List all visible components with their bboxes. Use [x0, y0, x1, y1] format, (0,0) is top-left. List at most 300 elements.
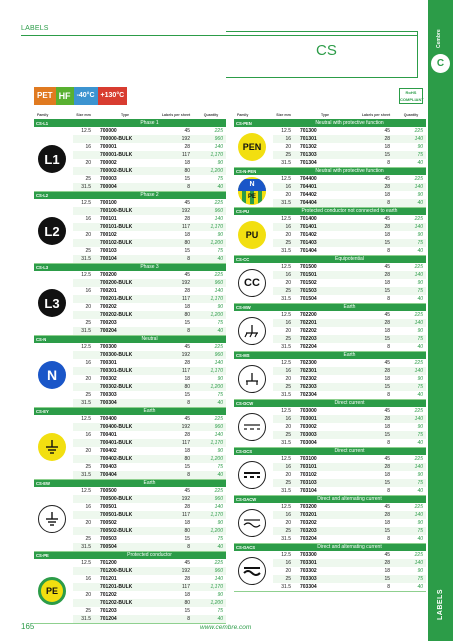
- per-sheet-cell: 15: [384, 384, 390, 390]
- type-cell: 700201: [100, 288, 117, 294]
- size-cell: 25: [85, 536, 91, 542]
- per-sheet-cell: 45: [184, 560, 190, 566]
- per-sheet-cell: 28: [384, 560, 390, 566]
- table-row: [273, 215, 426, 223]
- size-cell: 20: [85, 304, 91, 310]
- quantity-cell: 75: [217, 248, 223, 254]
- earth-yellow-icon: [38, 433, 66, 461]
- per-sheet-cell: 15: [384, 240, 390, 246]
- rohs-subtitle: COMPLIANT: [400, 97, 424, 102]
- per-sheet-cell: 45: [384, 176, 390, 182]
- type-cell: 703202: [300, 520, 317, 526]
- table-row: [73, 175, 226, 183]
- table-row: [273, 367, 426, 375]
- neutral-icon: [38, 361, 66, 389]
- product-group: [234, 448, 426, 496]
- quantity-cell: 40: [417, 200, 423, 206]
- quantity-cell: 1,200: [210, 456, 223, 462]
- type-cell: 700302-BULK: [100, 384, 133, 390]
- per-sheet-cell: 117: [182, 440, 190, 446]
- icon-label: L1: [44, 151, 60, 167]
- table-row: [73, 143, 226, 151]
- per-sheet-cell: 8: [187, 544, 190, 550]
- quantity-cell: 40: [217, 184, 223, 190]
- quantity-cell: 225: [414, 312, 423, 318]
- per-sheet-cell: 45: [184, 488, 190, 494]
- per-sheet-cell: 8: [387, 584, 390, 590]
- dc-bold-icon: [238, 461, 266, 489]
- size-cell: 12.5: [281, 128, 291, 134]
- table-row: [273, 487, 426, 495]
- per-sheet-cell: 8: [387, 440, 390, 446]
- table-row: [73, 343, 226, 351]
- product-group: [234, 544, 426, 592]
- size-cell: 16: [85, 360, 91, 366]
- group-title: Protected conductor: [73, 552, 226, 559]
- table-row: [273, 559, 426, 567]
- table-row: [273, 407, 426, 415]
- family-code: CS-DACS: [234, 544, 273, 551]
- type-cell: 700303: [100, 392, 117, 398]
- product-group: [34, 120, 226, 192]
- quantity-cell: 90: [417, 192, 423, 198]
- quantity-cell: 90: [417, 144, 423, 150]
- quantity-cell: 90: [417, 376, 423, 382]
- quantity-cell: 40: [417, 536, 423, 542]
- type-cell: 701201-BULK: [100, 584, 133, 590]
- dc-icon: [238, 413, 266, 441]
- size-cell: 16: [285, 184, 291, 190]
- table-row: [273, 223, 426, 231]
- family-code: CS-CC: [234, 256, 273, 263]
- group-title: Earth: [273, 304, 426, 311]
- type-cell: 700504: [100, 544, 117, 550]
- type-cell: 703302: [300, 568, 317, 574]
- table-row: [73, 367, 226, 375]
- table-row: [273, 423, 426, 431]
- size-cell: 25: [285, 576, 291, 582]
- quantity-cell: 75: [417, 288, 423, 294]
- size-cell: 31.5: [81, 400, 91, 406]
- quantity-cell: 75: [217, 320, 223, 326]
- size-cell: 25: [285, 480, 291, 486]
- per-sheet-cell: 8: [387, 344, 390, 350]
- type-cell: 700400: [100, 416, 117, 422]
- cembre-logo-icon: C: [431, 54, 450, 73]
- product-group: [34, 192, 226, 264]
- type-cell: 701403: [300, 240, 317, 246]
- quantity-cell: 75: [417, 480, 423, 486]
- size-cell: 16: [285, 136, 291, 142]
- size-cell: 25: [285, 336, 291, 342]
- quantity-cell: 140: [414, 136, 423, 142]
- pet-badge: PET: [34, 87, 56, 105]
- per-sheet-cell: 192: [181, 568, 190, 574]
- group-title: Phase 2: [73, 192, 226, 199]
- table-row: [273, 263, 426, 271]
- cc-icon: [238, 269, 266, 297]
- table-row: [273, 175, 426, 183]
- per-sheet-cell: 18: [384, 520, 390, 526]
- group-title: Earth: [273, 352, 426, 359]
- size-cell: 25: [85, 176, 91, 182]
- type-cell: 700004: [100, 184, 117, 190]
- product-group: [34, 264, 226, 336]
- per-sheet-cell: 15: [184, 392, 190, 398]
- size-cell: 12.5: [81, 272, 91, 278]
- size-cell: 16: [85, 288, 91, 294]
- table-row: [73, 535, 226, 543]
- table-row: [273, 191, 426, 199]
- per-sheet-cell: 28: [384, 136, 390, 142]
- size-cell: 20: [285, 568, 291, 574]
- table-row: [73, 583, 226, 591]
- size-cell: 12.5: [81, 488, 91, 494]
- quantity-cell: 1,170: [210, 152, 223, 158]
- phase-2-icon: [38, 217, 66, 245]
- per-sheet-cell: 117: [182, 152, 190, 158]
- per-sheet-cell: 15: [184, 464, 190, 470]
- quantity-cell: 225: [214, 344, 223, 350]
- n-pe-icon: [238, 177, 266, 205]
- quantity-cell: 75: [217, 392, 223, 398]
- type-cell: 700500-BULK: [100, 496, 133, 502]
- type-cell: 701500: [300, 264, 317, 270]
- size-cell: 12.5: [281, 552, 291, 558]
- table-row: [73, 359, 226, 367]
- table-row: [73, 375, 226, 383]
- pe-icon: [38, 577, 66, 605]
- type-cell: 701402: [300, 232, 317, 238]
- col-family: Family: [37, 113, 49, 117]
- quantity-cell: 1,170: [210, 224, 223, 230]
- size-cell: 25: [285, 384, 291, 390]
- quantity-cell: 40: [217, 328, 223, 334]
- table-row: [73, 455, 226, 463]
- table-row: [73, 223, 226, 231]
- brand-sidebar: [428, 0, 453, 641]
- quantity-cell: 40: [417, 392, 423, 398]
- type-cell: 702204: [300, 344, 317, 350]
- size-cell: 20: [285, 232, 291, 238]
- type-cell: 702202: [300, 328, 317, 334]
- size-cell: 25: [85, 608, 91, 614]
- rohs-badge: [399, 88, 423, 104]
- type-cell: 700103: [100, 248, 117, 254]
- type-cell: 704400: [300, 176, 317, 182]
- product-group: [34, 408, 226, 480]
- table-row: [73, 447, 226, 455]
- table-row: [273, 199, 426, 207]
- type-cell: 700003: [100, 176, 117, 182]
- size-cell: 16: [285, 368, 291, 374]
- size-cell: 20: [285, 472, 291, 478]
- ac-dc-bold-icon: [238, 557, 266, 585]
- type-cell: 700301: [100, 360, 117, 366]
- quantity-cell: 90: [417, 472, 423, 478]
- quantity-cell: 225: [414, 552, 423, 558]
- table-row: [73, 239, 226, 247]
- table-row: [73, 351, 226, 359]
- per-sheet-cell: 117: [182, 296, 190, 302]
- type-cell: 701404: [300, 248, 317, 254]
- per-sheet-cell: 8: [187, 616, 190, 622]
- type-cell: 703001: [300, 416, 317, 422]
- icon-label: L3: [44, 295, 60, 311]
- column-headers: [34, 111, 226, 120]
- quantity-cell: 140: [414, 512, 423, 518]
- size-cell: 20: [85, 376, 91, 382]
- type-cell: 702303: [300, 384, 317, 390]
- type-cell: 700501-BULK: [100, 512, 133, 518]
- product-group: [234, 400, 426, 448]
- size-cell: 16: [285, 224, 291, 230]
- quantity-cell: 90: [417, 520, 423, 526]
- size-cell: 20: [85, 160, 91, 166]
- type-cell: 701200: [100, 560, 117, 566]
- type-cell: 700401-BULK: [100, 440, 133, 446]
- type-cell: 701201: [100, 576, 117, 582]
- quantity-cell: 225: [414, 128, 423, 134]
- table-row: [73, 127, 226, 135]
- type-cell: 700404: [100, 472, 117, 478]
- table-row: [73, 431, 226, 439]
- per-sheet-cell: 45: [384, 456, 390, 462]
- quantity-cell: 90: [217, 304, 223, 310]
- family-code: CS-PE: [34, 552, 73, 559]
- product-group: [34, 552, 226, 624]
- type-cell: 703100: [300, 456, 317, 462]
- quantity-cell: 140: [414, 464, 423, 470]
- quantity-cell: 75: [217, 176, 223, 182]
- quantity-cell: 225: [214, 488, 223, 494]
- per-sheet-cell: 45: [384, 216, 390, 222]
- size-cell: 16: [85, 576, 91, 582]
- type-cell: 702302: [300, 376, 317, 382]
- per-sheet-cell: 15: [184, 320, 190, 326]
- type-cell: 701304: [300, 160, 317, 166]
- per-sheet-cell: 80: [184, 312, 190, 318]
- type-cell: 700300-BULK: [100, 352, 133, 358]
- type-cell: 700203: [100, 320, 117, 326]
- table-row: [73, 511, 226, 519]
- per-sheet-cell: 15: [384, 432, 390, 438]
- family-code: CS-PU: [234, 208, 273, 215]
- col-size: Size mm: [76, 113, 91, 117]
- per-sheet-cell: 28: [184, 288, 190, 294]
- per-sheet-cell: 192: [181, 208, 190, 214]
- size-cell: 20: [285, 192, 291, 198]
- family-code: CS-N: [34, 336, 73, 343]
- family-code: CS-PEN: [234, 120, 273, 127]
- per-sheet-cell: 45: [184, 200, 190, 206]
- table-row: [273, 239, 426, 247]
- per-sheet-cell: 15: [384, 480, 390, 486]
- group-title: Neutral with protective function: [273, 120, 426, 127]
- product-group: [234, 120, 426, 168]
- quantity-cell: 1,200: [210, 528, 223, 534]
- size-cell: 20: [85, 520, 91, 526]
- quantity-cell: 140: [414, 320, 423, 326]
- quantity-cell: 140: [414, 560, 423, 566]
- quantity-cell: 225: [214, 416, 223, 422]
- family-code: CS-EW: [34, 480, 73, 487]
- product-group: [234, 208, 426, 256]
- quantity-cell: 90: [417, 328, 423, 334]
- product-code: CS: [316, 42, 337, 59]
- type-cell: 701300: [300, 128, 317, 134]
- per-sheet-cell: 80: [184, 240, 190, 246]
- earth-white-icon: [38, 505, 66, 533]
- size-cell: 25: [285, 152, 291, 158]
- per-sheet-cell: 28: [184, 576, 190, 582]
- table-row: [73, 207, 226, 215]
- table-row: [273, 455, 426, 463]
- type-cell: 700000: [100, 128, 117, 134]
- table-row: [273, 575, 426, 583]
- type-cell: 703102: [300, 472, 317, 478]
- type-cell: 700002: [100, 160, 117, 166]
- per-sheet-cell: 28: [384, 416, 390, 422]
- table-row: [73, 503, 226, 511]
- size-cell: 12.5: [281, 216, 291, 222]
- group-title: Direct and alternating current: [273, 544, 426, 551]
- size-cell: 31.5: [281, 392, 291, 398]
- table-row: [73, 575, 226, 583]
- quantity-cell: 75: [217, 464, 223, 470]
- table-row: [273, 439, 426, 447]
- per-sheet-cell: 15: [384, 528, 390, 534]
- per-sheet-cell: 117: [182, 368, 190, 374]
- icon-label: N: [46, 367, 58, 383]
- table-row: [73, 615, 226, 623]
- quantity-cell: 40: [417, 488, 423, 494]
- col-size: Size mm: [276, 113, 291, 117]
- table-row: [273, 151, 426, 159]
- per-sheet-cell: 8: [387, 392, 390, 398]
- icon-label: L2: [44, 223, 60, 239]
- per-sheet-cell: 15: [384, 152, 390, 158]
- type-cell: 700100-BULK: [100, 208, 133, 214]
- family-code: CS-MW: [234, 304, 273, 311]
- table-row: [73, 487, 226, 495]
- group-title: Equipotential: [273, 256, 426, 263]
- table-row: [73, 327, 226, 335]
- type-cell: 701203: [100, 608, 117, 614]
- quantity-cell: 90: [217, 592, 223, 598]
- size-cell: 25: [85, 464, 91, 470]
- type-cell: 700400-BULK: [100, 424, 133, 430]
- quantity-cell: 1,170: [210, 584, 223, 590]
- table-row: [73, 151, 226, 159]
- size-cell: 20: [285, 144, 291, 150]
- quantity-cell: 140: [414, 272, 423, 278]
- pen-icon: [238, 133, 266, 161]
- icon-n-label: N: [238, 179, 266, 191]
- table-row: [73, 303, 226, 311]
- website-link[interactable]: www.cembre.com: [200, 624, 252, 631]
- per-sheet-cell: 28: [184, 216, 190, 222]
- table-row: [273, 527, 426, 535]
- quantity-cell: 960: [214, 424, 223, 430]
- table-row: [73, 559, 226, 567]
- size-cell: 12.5: [281, 176, 291, 182]
- icon-label: PE: [45, 586, 58, 596]
- type-cell: 703300: [300, 552, 317, 558]
- per-sheet-cell: 18: [184, 520, 190, 526]
- rohs-title: RoHS: [405, 90, 417, 95]
- per-sheet-cell: 192: [181, 496, 190, 502]
- size-cell: 16: [285, 272, 291, 278]
- type-cell: 700204: [100, 328, 117, 334]
- table-row: [273, 343, 426, 351]
- per-sheet-cell: 18: [384, 328, 390, 334]
- quantity-cell: 40: [217, 400, 223, 406]
- product-group: [234, 168, 426, 208]
- per-sheet-cell: 45: [384, 408, 390, 414]
- family-code: CS-N-PEN: [234, 168, 273, 175]
- group-title: Phase 1: [73, 120, 226, 127]
- left-product-table: [34, 111, 226, 624]
- table-row: [73, 383, 226, 391]
- size-cell: 16: [285, 320, 291, 326]
- table-row: [73, 415, 226, 423]
- per-sheet-cell: 18: [384, 280, 390, 286]
- type-cell: 701502: [300, 280, 317, 286]
- type-cell: 700202-BULK: [100, 312, 133, 318]
- type-cell: 702200: [300, 312, 317, 318]
- size-cell: 20: [85, 448, 91, 454]
- type-cell: 703200: [300, 504, 317, 510]
- size-cell: 16: [285, 512, 291, 518]
- quantity-cell: 90: [217, 160, 223, 166]
- table-row: [73, 439, 226, 447]
- table-row: [73, 543, 226, 551]
- per-sheet-cell: 45: [184, 128, 190, 134]
- table-row: [273, 375, 426, 383]
- table-row: [73, 183, 226, 191]
- per-sheet-cell: 45: [384, 312, 390, 318]
- type-cell: 700301-BULK: [100, 368, 133, 374]
- table-row: [273, 327, 426, 335]
- group-title: Earth: [73, 480, 226, 487]
- product-group: [234, 352, 426, 400]
- product-group: [234, 304, 426, 352]
- per-sheet-cell: 8: [387, 488, 390, 494]
- per-sheet-cell: 18: [184, 592, 190, 598]
- per-sheet-cell: 28: [384, 224, 390, 230]
- per-sheet-cell: 192: [181, 136, 190, 142]
- col-family: Family: [237, 113, 249, 117]
- table-row: [73, 591, 226, 599]
- per-sheet-cell: 28: [184, 144, 190, 150]
- size-cell: 12.5: [281, 408, 291, 414]
- type-cell: 700501: [100, 504, 117, 510]
- table-row: [73, 599, 226, 607]
- type-cell: 701301: [300, 136, 317, 142]
- type-cell: 703303: [300, 576, 317, 582]
- size-cell: 16: [285, 464, 291, 470]
- table-row: [73, 215, 226, 223]
- type-cell: 700002-BULK: [100, 168, 133, 174]
- per-sheet-cell: 15: [184, 176, 190, 182]
- quantity-cell: 1,200: [210, 600, 223, 606]
- table-row: [73, 463, 226, 471]
- brand-name: Cembre: [436, 29, 442, 48]
- per-sheet-cell: 192: [181, 352, 190, 358]
- type-cell: 700402: [100, 448, 117, 454]
- type-cell: 701504: [300, 296, 317, 302]
